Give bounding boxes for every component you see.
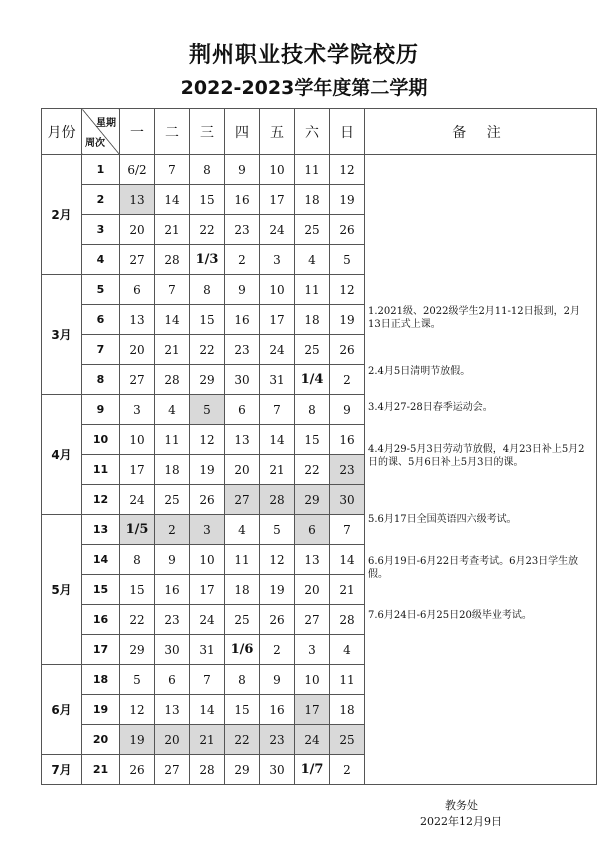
day-cell: 2	[330, 365, 365, 395]
day-cell: 23	[225, 335, 260, 365]
day-cell: 20	[295, 575, 330, 605]
week-number: 3	[82, 215, 120, 245]
day-cell: 26	[330, 215, 365, 245]
day-cell: 23	[260, 725, 295, 755]
day-cell: 30	[155, 635, 190, 665]
issuing-office: 教务处	[445, 799, 478, 812]
note-item: 6.6月19日-6月22日考查考试。6月23日学生放假。	[368, 556, 579, 580]
day-cell: 2	[330, 755, 365, 785]
day-cell: 22	[295, 455, 330, 485]
day-cell: 20	[225, 455, 260, 485]
day-cell: 24	[295, 725, 330, 755]
day-cell: 24	[260, 335, 295, 365]
calendar-table	[41, 108, 597, 785]
day-cell: 28	[260, 485, 295, 515]
day-cell: 19	[260, 575, 295, 605]
day-cell: 15	[190, 305, 225, 335]
day-cell: 28	[190, 755, 225, 785]
day-cell: 21	[260, 455, 295, 485]
day-cell: 8	[190, 155, 225, 185]
day-cell: 10	[295, 665, 330, 695]
day-cell: 26	[120, 755, 155, 785]
week-number: 10	[82, 425, 120, 455]
day-cell: 18	[225, 575, 260, 605]
day-cell: 19	[330, 305, 365, 335]
day-cell: 21	[155, 215, 190, 245]
day-cell: 6/2	[120, 155, 155, 185]
page-subtitle: 2022-2023学年度第二学期	[180, 77, 428, 99]
day-cell: 14	[155, 185, 190, 215]
note-item: 2.4月5日清明节放假。	[368, 366, 471, 377]
day-cell: 30	[330, 485, 365, 515]
note-item: 4.4月29-5月3日劳动节放假，4月23日补上5月2日的课、5月6日补上5月3日的课。	[368, 444, 585, 468]
note-item: 5.6月17日全国英语四六级考试。	[368, 514, 517, 525]
day-header-wed: 三	[190, 109, 225, 155]
day-cell: 23	[155, 605, 190, 635]
day-cell: 9	[155, 545, 190, 575]
day-cell: 16	[155, 575, 190, 605]
day-cell: 18	[295, 185, 330, 215]
day-cell: 10	[260, 275, 295, 305]
day-header-sun: 日	[330, 109, 365, 155]
day-cell: 4	[225, 515, 260, 545]
day-cell: 25	[295, 335, 330, 365]
day-cell: 25	[225, 605, 260, 635]
week-number: 18	[82, 665, 120, 695]
week-number: 7	[82, 335, 120, 365]
issue-date: 2022年12月9日	[420, 815, 502, 828]
day-cell: 28	[155, 365, 190, 395]
day-header-mon: 一	[120, 109, 155, 155]
day-cell: 19	[120, 725, 155, 755]
day-cell: 28	[330, 605, 365, 635]
day-cell: 17	[190, 575, 225, 605]
day-cell: 13	[120, 305, 155, 335]
week-number: 19	[82, 695, 120, 725]
day-cell: 18	[330, 695, 365, 725]
day-cell: 23	[330, 455, 365, 485]
day-cell: 13	[225, 425, 260, 455]
day-cell: 9	[225, 155, 260, 185]
day-cell: 22	[120, 605, 155, 635]
day-cell: 18	[295, 305, 330, 335]
day-cell: 16	[260, 695, 295, 725]
day-cell: 18	[155, 455, 190, 485]
month-label: 3月	[42, 275, 82, 395]
day-cell: 15	[295, 425, 330, 455]
month-label: 2月	[42, 155, 82, 275]
day-cell: 17	[120, 455, 155, 485]
day-cell: 5	[260, 515, 295, 545]
day-cell: 11	[295, 155, 330, 185]
week-number: 16	[82, 605, 120, 635]
day-cell: 12	[120, 695, 155, 725]
note-item: 7.6月24日-6月25日20级毕业考试。	[368, 610, 532, 621]
day-cell: 25	[330, 725, 365, 755]
week-number: 13	[82, 515, 120, 545]
week-number: 21	[82, 755, 120, 785]
day-cell: 1/5	[120, 515, 155, 545]
week-number: 5	[82, 275, 120, 305]
day-cell: 4	[330, 635, 365, 665]
week-number-label: 周次	[85, 138, 105, 149]
day-cell: 13	[120, 185, 155, 215]
day-cell: 8	[225, 665, 260, 695]
day-cell: 14	[260, 425, 295, 455]
day-cell: 24	[260, 215, 295, 245]
day-cell: 6	[295, 515, 330, 545]
day-cell: 21	[190, 725, 225, 755]
month-label: 7月	[42, 755, 82, 785]
day-cell: 22	[190, 215, 225, 245]
day-cell: 13	[155, 695, 190, 725]
day-cell: 7	[155, 155, 190, 185]
day-cell: 4	[155, 395, 190, 425]
month-label: 4月	[42, 395, 82, 515]
day-cell: 2	[155, 515, 190, 545]
day-cell: 27	[120, 245, 155, 275]
day-cell: 31	[190, 635, 225, 665]
note-item: 3.4月27-28日春季运动会。	[368, 402, 493, 413]
day-cell: 7	[190, 665, 225, 695]
day-cell: 16	[225, 305, 260, 335]
day-cell: 13	[295, 545, 330, 575]
day-cell: 26	[190, 485, 225, 515]
day-cell: 8	[120, 545, 155, 575]
day-cell: 21	[330, 575, 365, 605]
day-cell: 15	[190, 185, 225, 215]
day-cell: 14	[190, 695, 225, 725]
day-cell: 1/3	[190, 245, 225, 275]
day-cell: 7	[260, 395, 295, 425]
day-cell: 31	[260, 365, 295, 395]
week-number: 15	[82, 575, 120, 605]
day-cell: 25	[295, 215, 330, 245]
month-header: 月份	[42, 109, 82, 155]
day-cell: 19	[330, 185, 365, 215]
day-cell: 10	[260, 155, 295, 185]
day-cell: 30	[260, 755, 295, 785]
day-cell: 2	[225, 245, 260, 275]
day-cell: 19	[190, 455, 225, 485]
day-cell: 29	[120, 635, 155, 665]
month-label: 6月	[42, 665, 82, 755]
day-cell: 15	[225, 695, 260, 725]
week-number: 11	[82, 455, 120, 485]
day-cell: 17	[295, 695, 330, 725]
day-cell: 5	[190, 395, 225, 425]
day-cell: 1/6	[225, 635, 260, 665]
day-cell: 6	[225, 395, 260, 425]
day-cell: 24	[190, 605, 225, 635]
day-cell: 11	[225, 545, 260, 575]
day-cell: 9	[260, 665, 295, 695]
week-number: 2	[82, 185, 120, 215]
day-cell: 8	[295, 395, 330, 425]
day-cell: 6	[120, 275, 155, 305]
day-cell: 3	[295, 635, 330, 665]
week-number: 12	[82, 485, 120, 515]
day-cell: 26	[260, 605, 295, 635]
week-number: 20	[82, 725, 120, 755]
day-cell: 21	[155, 335, 190, 365]
day-cell: 9	[330, 395, 365, 425]
day-cell: 7	[330, 515, 365, 545]
day-cell: 12	[330, 155, 365, 185]
day-cell: 20	[155, 725, 190, 755]
day-cell: 4	[295, 245, 330, 275]
day-cell: 7	[155, 275, 190, 305]
day-cell: 26	[330, 335, 365, 365]
day-cell: 14	[330, 545, 365, 575]
day-cell: 11	[155, 425, 190, 455]
day-cell: 1/7	[295, 755, 330, 785]
day-cell: 6	[155, 665, 190, 695]
day-cell: 17	[260, 185, 295, 215]
day-cell: 5	[330, 245, 365, 275]
day-cell: 25	[155, 485, 190, 515]
day-cell: 11	[330, 665, 365, 695]
day-cell: 2	[260, 635, 295, 665]
day-cell: 10	[120, 425, 155, 455]
day-cell: 16	[330, 425, 365, 455]
day-header-tue: 二	[155, 109, 190, 155]
day-cell: 22	[190, 335, 225, 365]
week-number: 17	[82, 635, 120, 665]
day-cell: 8	[190, 275, 225, 305]
weekday-label: 星期	[96, 118, 116, 129]
day-cell: 1/4	[295, 365, 330, 395]
day-cell: 20	[120, 215, 155, 245]
week-number: 6	[82, 305, 120, 335]
day-cell: 28	[155, 245, 190, 275]
day-cell: 27	[120, 365, 155, 395]
week-row	[42, 155, 597, 185]
day-cell: 29	[190, 365, 225, 395]
day-cell: 12	[190, 425, 225, 455]
day-cell: 27	[155, 755, 190, 785]
day-cell: 15	[120, 575, 155, 605]
day-cell: 14	[155, 305, 190, 335]
note-item: 1.2021级、2022级学生2月11-12日报到，2月13日正式上课。	[368, 306, 580, 330]
week-number: 4	[82, 245, 120, 275]
day-cell: 3	[190, 515, 225, 545]
day-cell: 30	[225, 365, 260, 395]
day-cell: 5	[120, 665, 155, 695]
day-cell: 3	[260, 245, 295, 275]
day-cell: 12	[330, 275, 365, 305]
week-number: 14	[82, 545, 120, 575]
week-day-header	[82, 109, 120, 155]
day-cell: 23	[225, 215, 260, 245]
day-header-thu: 四	[225, 109, 260, 155]
day-cell: 22	[225, 725, 260, 755]
day-cell: 16	[225, 185, 260, 215]
day-cell: 9	[225, 275, 260, 305]
day-cell: 27	[295, 605, 330, 635]
day-cell: 29	[295, 485, 330, 515]
day-cell: 10	[190, 545, 225, 575]
week-number: 9	[82, 395, 120, 425]
day-cell: 20	[120, 335, 155, 365]
day-cell: 3	[120, 395, 155, 425]
day-cell: 17	[260, 305, 295, 335]
day-header-sat: 六	[295, 109, 330, 155]
month-label: 5月	[42, 515, 82, 665]
page-title: 荆州职业技术学院校历	[188, 43, 419, 68]
day-cell: 12	[260, 545, 295, 575]
calendar-body	[42, 155, 597, 785]
notes-header: 备 注	[365, 109, 597, 155]
day-cell: 24	[120, 485, 155, 515]
week-number: 1	[82, 155, 120, 185]
day-header-fri: 五	[260, 109, 295, 155]
notes-column	[365, 155, 597, 785]
day-cell: 29	[225, 755, 260, 785]
day-cell: 11	[295, 275, 330, 305]
day-cell: 27	[225, 485, 260, 515]
week-number: 8	[82, 365, 120, 395]
